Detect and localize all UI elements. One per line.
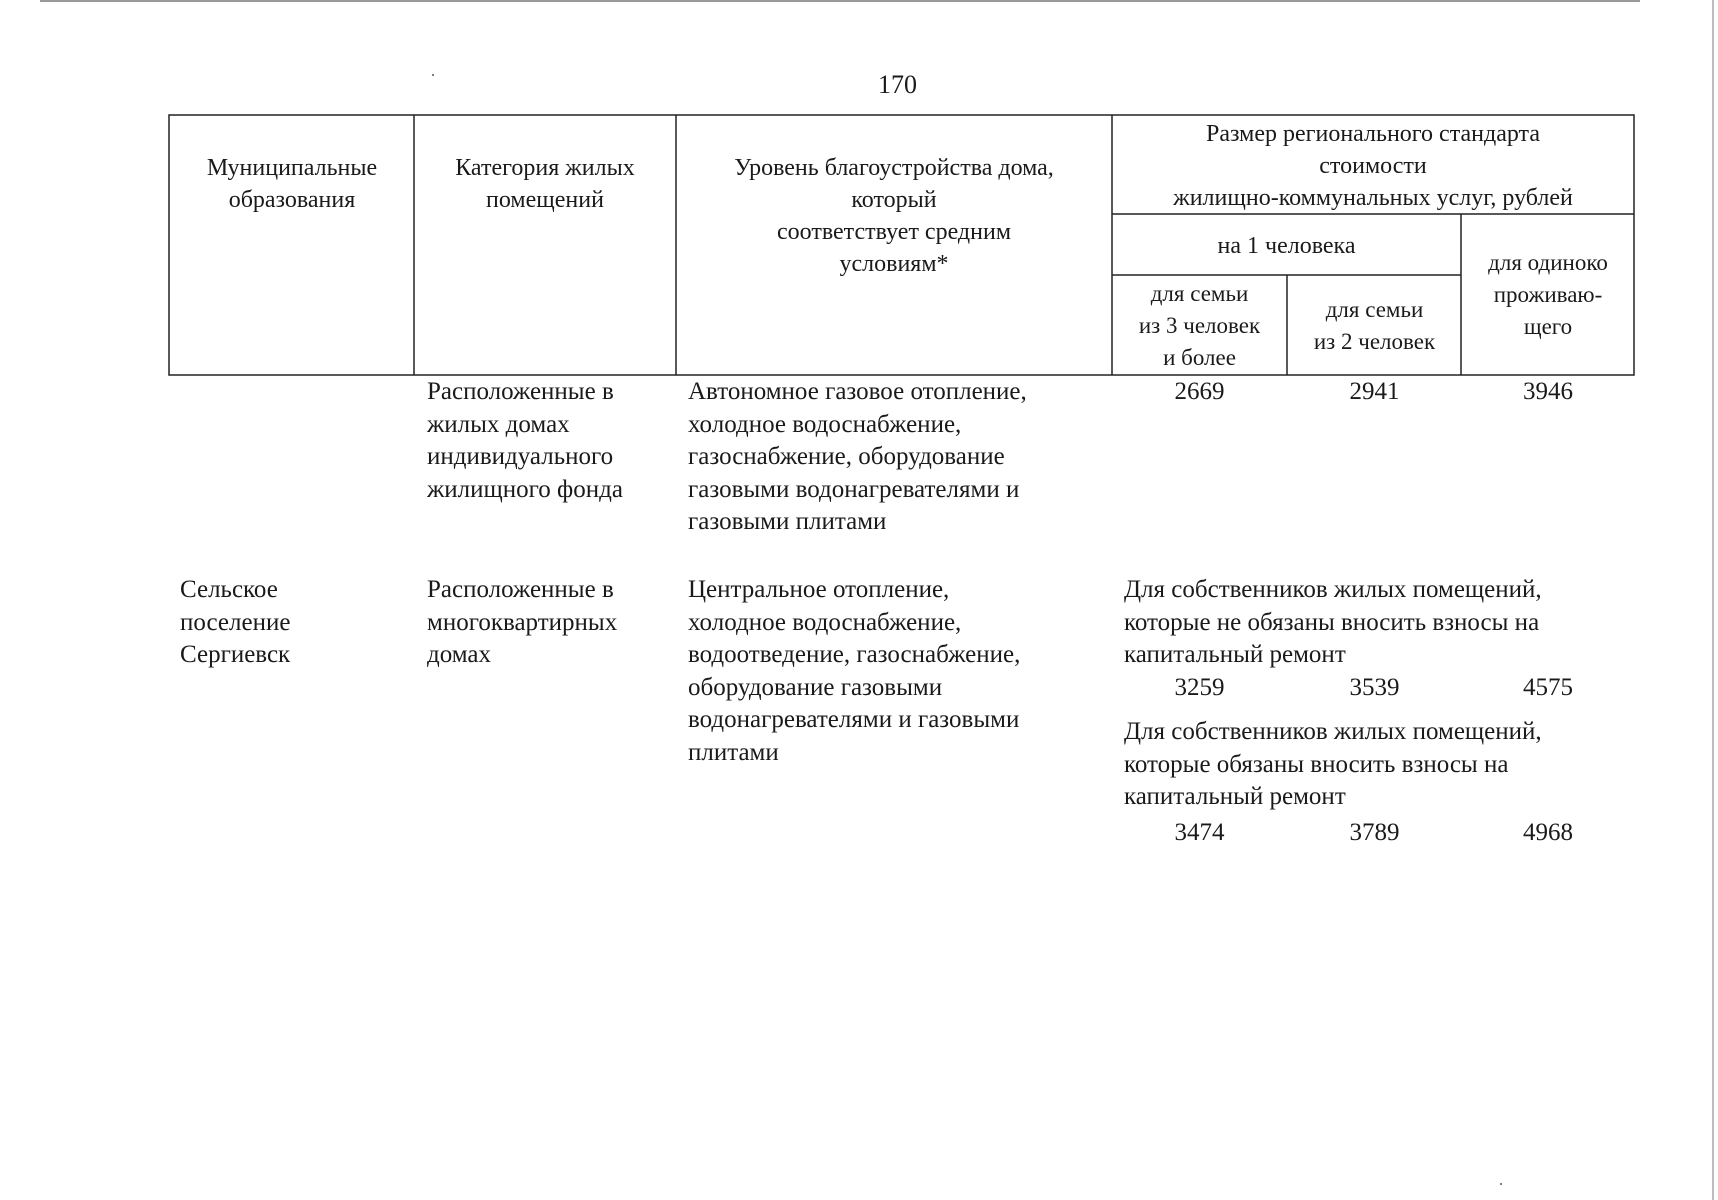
header-single: для одиноко проживаю- щего [1488,250,1608,339]
row2-category: Расположенные в многоквартирных домах [427,576,618,668]
row1-improvement-level: Автономное газовое отопление, холодное водоснабжение, газоснабжение, оборудование газовыми водонагревателями и газовыми плитами [688,378,1027,535]
header-improvement-level: Уровень благоустройства дома, который соответствует средним условиям* [734,155,1054,277]
row2-group1-family3: 3259 [1174,674,1225,701]
row2-group2-family2: 3789 [1349,819,1400,846]
page-number: 170 [878,70,917,99]
header-category: Категория жилых помещений [455,155,635,213]
row2-group1-family2: 3539 [1349,674,1400,701]
row2-municipality: Сельское поселение Сергиевск [180,576,291,668]
header-family-3: для семьи из 3 человек и более [1138,281,1261,370]
row2-group2-family3: 3474 [1174,819,1225,846]
row2-group1-note: Для собственников жилых помещений, которые не обязаны вносить взносы на капитальный ремонт [1124,576,1542,668]
header-municipal: Муниципальные образования [206,155,378,213]
row1-value-family3: 2669 [1174,378,1225,405]
row1-value-single: 3946 [1523,378,1573,405]
row1-category: Расположенные в жилых домах индивидуального жилищного фонда [427,378,623,503]
row1-value-family2: 2941 [1349,378,1400,405]
row2-group1-single: 4575 [1523,674,1573,701]
header-family-2: для семьи из 2 человек [1313,297,1436,354]
row2-group2-note: Для собственников жилых помещений, которые обязаны вносить взносы на капитальный ремонт [1124,718,1542,810]
row2-improvement-level: Центральное отопление, холодное водоснабжение, водоотведение, газоснабжение, оборудование газовыми водонагревателями и газовыми плитами [688,576,1021,766]
header-per-person: на 1 человека [1217,233,1356,259]
row2-group2-single: 4968 [1523,819,1573,846]
header-regional-standard: Размер регионального стандарта стоимости жилищно-коммунальных услуг, рублей [1173,121,1573,211]
